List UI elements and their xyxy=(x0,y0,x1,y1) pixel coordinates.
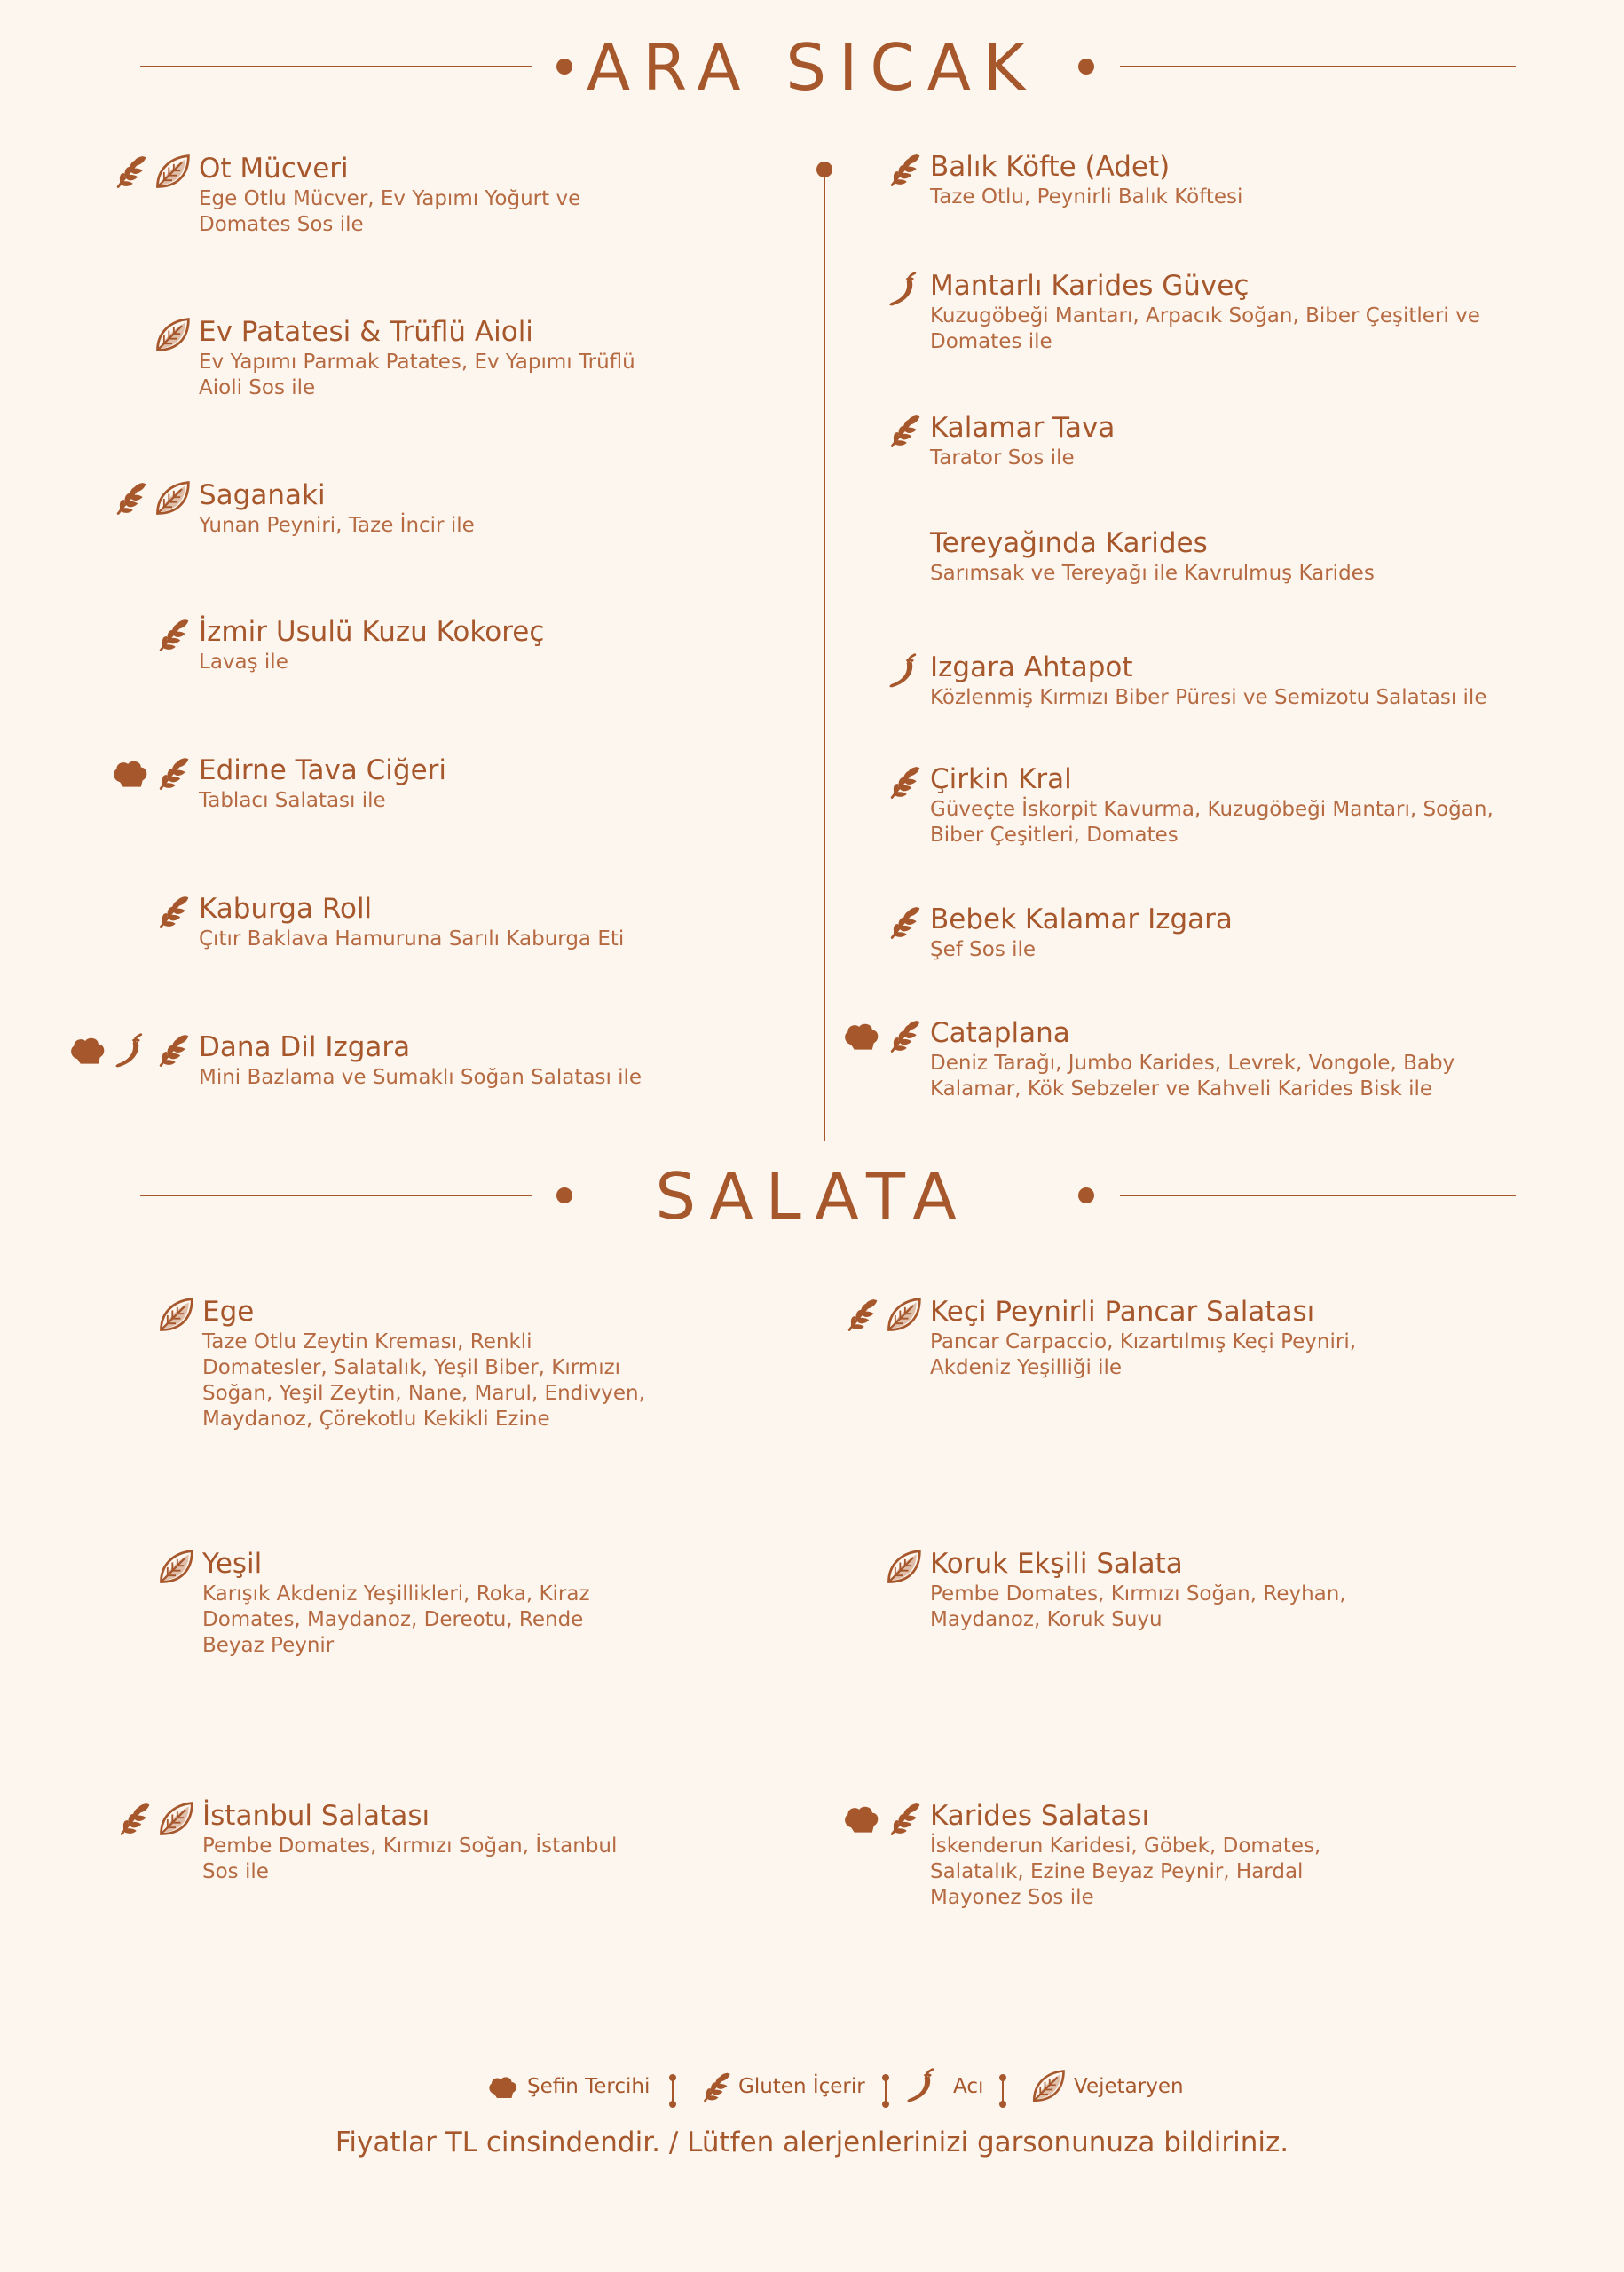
wheat-icon xyxy=(110,153,149,192)
leaf-icon xyxy=(153,316,192,355)
chili-icon xyxy=(902,2066,941,2105)
menu-item-name: Dana Dil Izgara xyxy=(199,1031,411,1063)
menu-item-description: Közlenmiş Kırmızı Biber Püresi ve Semizotu Salatası ile xyxy=(930,686,1487,709)
menu-item-name: Yeşil xyxy=(202,1548,263,1580)
header-dot-right xyxy=(1078,59,1094,75)
menu-item-name: Kalamar Tava xyxy=(930,412,1116,444)
menu-item-description: Pembe Domates, Kırmızı Soğan, Reyhan, Maydanoz, Koruk Suyu xyxy=(930,1582,1346,1631)
menu-item-description: Tablacı Salatası ile xyxy=(199,789,386,812)
menu-item-name: Ot Mücveri xyxy=(199,153,349,185)
wheat-icon xyxy=(884,1017,923,1056)
wheat-icon xyxy=(884,151,923,190)
menu-item-name: Saganaki xyxy=(199,479,326,511)
leaf-icon xyxy=(884,1548,923,1587)
leaf-icon xyxy=(1029,2068,1067,2105)
menu-item-description: Mini Bazlama ve Sumaklı Soğan Salatası ile xyxy=(199,1066,643,1089)
legend-gluten-label: Gluten İçerir xyxy=(738,2075,865,2098)
legend-spicy-label: Acı xyxy=(953,2075,984,2098)
wheat-icon xyxy=(884,1800,923,1839)
menu-item-name: Karides Salatası xyxy=(930,1800,1150,1832)
menu-item-description: Çıtır Baklava Hamuruna Sarılı Kaburga Eti xyxy=(199,927,625,951)
menu-item xyxy=(930,149,1516,210)
menu-item xyxy=(199,1030,643,1091)
menu-item-name: Bebek Kalamar Izgara xyxy=(930,903,1233,935)
menu-item xyxy=(199,314,643,401)
chef-hat-icon xyxy=(486,2071,518,2103)
menu-item-description: Güveçte İskorpit Kavurma, Kuzugöbeği Mantarı, Soğan, Biber Çeşitleri, Domates xyxy=(930,798,1494,847)
chef-hat-icon xyxy=(67,1031,106,1070)
menu-item-name: Kaburga Roll xyxy=(199,893,373,925)
menu-item-description: Pancar Carpaccio, Kızartılmış Keçi Peyniri, Akdeniz Yeşilliği ile xyxy=(930,1330,1357,1379)
leaf-icon xyxy=(153,479,192,518)
menu-item xyxy=(202,1798,646,1885)
leaf-icon xyxy=(153,153,192,192)
menu-item xyxy=(199,753,643,814)
separator-icon xyxy=(667,2073,678,2109)
menu-item-description: Ev Yapımı Parmak Patates, Ev Yapımı Trüflü Aioli Sos ile xyxy=(199,351,635,399)
menu-item-name: İzmir Usulü Kuzu Kokoreç xyxy=(199,616,545,648)
menu-item xyxy=(930,650,1516,711)
menu-item-name: Cataplana xyxy=(930,1017,1070,1049)
wheat-icon xyxy=(884,763,923,802)
menu-item xyxy=(930,761,1516,848)
menu-item-description: Şef Sos ile xyxy=(930,938,1037,961)
footer-note: Fiyatlar TL cinsindendir. / Lütfen alerjenlerinizi garsonunuza bildiriniz. xyxy=(335,2126,1289,2158)
menu-item-description: İskenderun Karidesi, Göbek, Domates, Salatalık, Ezine Beyaz Peynir, Hardal Mayonez Sos ile xyxy=(930,1834,1321,1909)
leaf-icon xyxy=(156,1548,195,1587)
header-rule-right xyxy=(1120,1195,1516,1196)
menu-item xyxy=(199,151,643,238)
legend-chef-label: Şefin Tercihi xyxy=(527,2075,650,2098)
menu-item-description: Taze Otlu Zeytin Kreması, Renkli Domatesler, Salatalık, Yeşil Biber, Kırmızı Soğan, Yeşil Zeytin, Nane, Marul, Endivyen, Maydanoz, Çörekotlu Kekikli Ezine xyxy=(202,1330,645,1431)
menu-item xyxy=(202,1546,646,1659)
wheat-icon xyxy=(884,903,923,943)
wheat-icon xyxy=(153,893,192,932)
leaf-icon xyxy=(156,1296,195,1335)
menu-item-name: Tereyağında Karides xyxy=(930,527,1208,559)
menu-item-description: Lavaş ile xyxy=(199,651,288,674)
menu-item xyxy=(930,268,1516,355)
menu-item xyxy=(930,410,1516,471)
menu-item-name: Balık Köfte (Adet) xyxy=(930,151,1171,183)
chef-hat-icon xyxy=(110,754,149,793)
wheat-icon xyxy=(153,754,192,793)
menu-item xyxy=(930,1015,1516,1102)
wheat-icon xyxy=(153,1031,192,1070)
legend-vegetarian-label: Vejetaryen xyxy=(1074,2075,1184,2098)
menu-item-name: İstanbul Salatası xyxy=(202,1800,430,1832)
menu-item-name: Ev Patatesi & Trüflü Aioli xyxy=(199,316,533,348)
wheat-icon xyxy=(884,412,923,451)
menu-item-description: Taze Otlu, Peynirli Balık Köftesi xyxy=(930,185,1243,209)
menu-item xyxy=(202,1294,646,1432)
chili-icon xyxy=(884,270,923,309)
wheat-icon xyxy=(153,616,192,655)
menu-item-description: Kuzugöbeği Mantarı, Arpacık Soğan, Biber Çeşitleri ve Domates ile xyxy=(930,304,1480,353)
menu-item xyxy=(199,477,643,539)
chili-icon xyxy=(884,651,923,690)
menu-item xyxy=(930,1798,1391,1911)
header-dot-right xyxy=(1078,1187,1094,1203)
menu-item xyxy=(199,891,643,952)
menu-item-name: Edirne Tava Ciğeri xyxy=(199,754,447,786)
separator-icon xyxy=(997,2073,1008,2109)
menu-item-name: Koruk Ekşili Salata xyxy=(930,1548,1183,1580)
section-title-ara-sicak: ARA SICAK xyxy=(586,30,1038,105)
wheat-icon xyxy=(114,1800,153,1839)
wheat-icon xyxy=(110,479,149,518)
separator-icon xyxy=(880,2073,891,2109)
wheat-icon xyxy=(698,2070,733,2105)
menu-item xyxy=(199,614,643,675)
chef-hat-icon xyxy=(841,1800,880,1839)
header-rule-right xyxy=(1120,66,1516,67)
menu-item-name: Izgara Ahtapot xyxy=(930,651,1133,683)
chef-hat-icon xyxy=(841,1017,880,1056)
menu-item-description: Deniz Tarağı, Jumbo Karides, Levrek, Vongole, Baby Kalamar, Kök Sebzeler ve Kahveli Karides Bisk ile xyxy=(930,1052,1455,1100)
menu-item xyxy=(930,1294,1391,1381)
menu-item xyxy=(930,902,1516,963)
legend xyxy=(0,2066,1624,2119)
menu-item-description: Ege Otlu Mücver, Ev Yapımı Yoğurt ve Domates Sos ile xyxy=(199,187,581,236)
menu-item-name: Mantarlı Karides Güveç xyxy=(930,270,1250,302)
leaf-icon xyxy=(884,1296,923,1335)
column-divider xyxy=(824,170,825,1141)
menu-item-name: Ege xyxy=(202,1296,255,1328)
menu-item-description: Karışık Akdeniz Yeşillikleri, Roka, Kiraz Domates, Maydanoz, Dereotu, Rende Beyaz Peynir xyxy=(202,1582,590,1657)
chili-icon xyxy=(110,1031,149,1070)
menu-item-name: Çirkin Kral xyxy=(930,763,1072,795)
wheat-icon xyxy=(841,1296,880,1335)
menu-item-name: Keçi Peynirli Pancar Salatası xyxy=(930,1296,1315,1328)
menu-item xyxy=(930,525,1516,587)
menu-item-description: Yunan Peyniri, Taze İncir ile xyxy=(199,514,475,537)
menu-item xyxy=(930,1546,1391,1633)
section-title-salata: SALATA xyxy=(655,1159,969,1234)
menu-item-description: Tarator Sos ile xyxy=(930,446,1075,469)
menu-item-description: Sarımsak ve Tereyağı ile Kavrulmuş Karides xyxy=(930,562,1375,585)
menu-item-description: Pembe Domates, Kırmızı Soğan, İstanbul Sos ile xyxy=(202,1834,618,1883)
leaf-icon xyxy=(156,1800,195,1839)
